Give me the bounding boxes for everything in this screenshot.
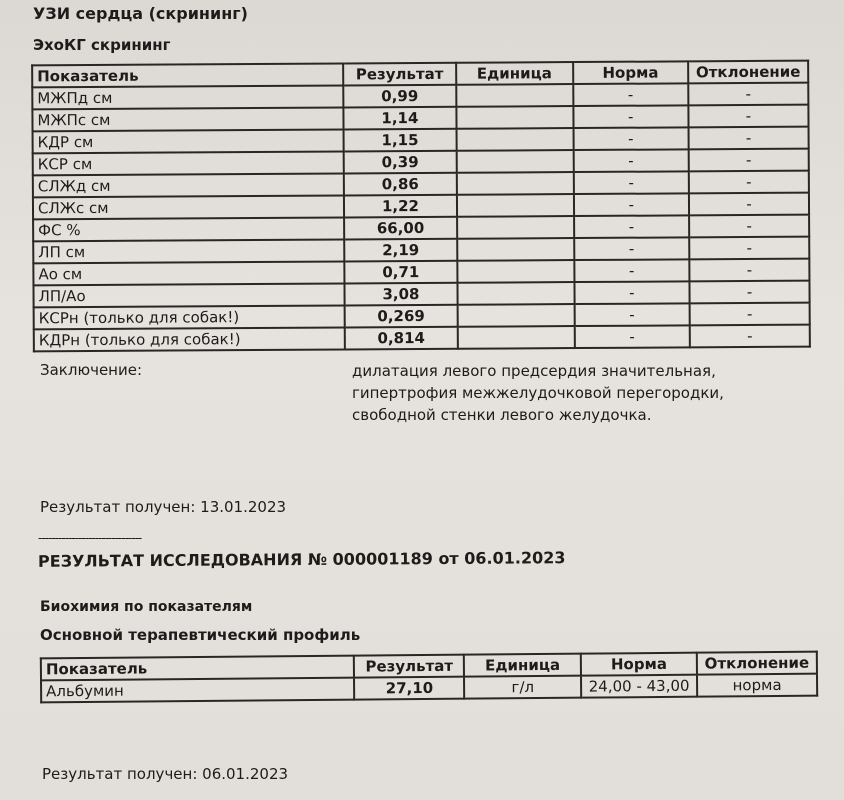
conclusion-line: гипертрофия межжелудочковой перегородки,	[352, 384, 724, 402]
indicator-cell: КСР см	[33, 151, 344, 175]
deviation-cell: -	[689, 259, 809, 282]
norm-cell: -	[574, 237, 690, 260]
column-header: Результат	[343, 63, 456, 86]
conclusion-line: дилатация левого предсердия значительная,	[352, 362, 716, 380]
norm-cell: -	[573, 105, 689, 128]
column-header: Единица	[464, 654, 581, 677]
indicator-cell: КДР см	[33, 129, 344, 153]
biochem-section-title: Основной терапевтический профиль	[40, 626, 361, 644]
table-row	[34, 325, 810, 352]
deviation-cell: -	[690, 303, 810, 326]
unit-cell	[457, 172, 574, 195]
norm-cell: -	[574, 215, 690, 238]
column-header: Отклонение	[688, 61, 808, 84]
separator: -------------------------------	[38, 531, 142, 545]
indicator-cell: Альбумин	[41, 678, 355, 703]
echo-result-received: Результат получен: 13.01.2023	[40, 498, 287, 516]
deviation-cell: -	[689, 281, 809, 304]
result-cell: 1,22	[344, 195, 457, 218]
result-cell: 0,269	[345, 305, 458, 328]
unit-cell	[457, 194, 574, 217]
indicator-cell: КСРн (только для собак!)	[34, 305, 345, 329]
norm-cell: -	[574, 281, 690, 304]
result-cell: 0,814	[345, 327, 458, 350]
column-header: Отклонение	[697, 652, 817, 675]
unit-cell	[458, 326, 575, 349]
deviation-cell: -	[690, 325, 810, 348]
unit-cell	[457, 282, 574, 305]
indicator-cell: ЛП/Ао	[33, 283, 344, 307]
deviation-cell: -	[689, 193, 809, 216]
indicator-cell: СЛЖд см	[33, 173, 344, 197]
conclusion-text	[352, 360, 724, 426]
deviation-cell: -	[688, 83, 808, 106]
unit-cell	[457, 150, 574, 173]
indicator-cell: ФС %	[33, 217, 344, 241]
norm-cell: 24,00 - 43,00	[581, 675, 697, 698]
deviation-cell: норма	[697, 674, 817, 697]
unit-cell	[457, 216, 574, 239]
unit-cell	[457, 238, 574, 261]
norm-cell: -	[574, 325, 690, 348]
unit-cell	[456, 106, 573, 129]
result-cell: 3,08	[344, 283, 457, 306]
indicator-cell: СЛЖс см	[33, 195, 344, 219]
conclusion-label: Заключение:	[40, 361, 143, 379]
result-cell: 1,15	[344, 129, 457, 152]
norm-cell: -	[573, 127, 689, 150]
result-cell: 0,86	[344, 173, 457, 196]
biochem-result-received: Результат получен: 06.01.2023	[42, 765, 289, 783]
unit-cell	[457, 304, 574, 327]
norm-cell: -	[573, 83, 689, 106]
column-header: Результат	[354, 655, 464, 678]
norm-cell: -	[573, 193, 689, 216]
result-cell: 66,00	[344, 217, 457, 240]
result-cell: 0,99	[343, 85, 456, 108]
conclusion-line: свободной стенки левого желудочка.	[352, 406, 652, 424]
deviation-cell: -	[689, 171, 809, 194]
indicator-cell: КДРн (только для собак!)	[34, 327, 345, 351]
unit-cell	[456, 84, 573, 107]
deviation-cell: -	[688, 105, 808, 128]
page-title: УЗИ сердца (скрининг)	[33, 4, 248, 23]
deviation-cell: -	[689, 149, 809, 172]
column-header: Единица	[456, 62, 573, 85]
study-title: РЕЗУЛЬТАТ ИССЛЕДОВАНИЯ № 000001189 от 06.01.2023	[37, 548, 566, 571]
biochem-table	[40, 651, 818, 704]
echo-table	[31, 60, 811, 353]
norm-cell: -	[574, 303, 690, 326]
biochem-title: Биохимия по показателям	[40, 599, 253, 615]
result-cell: 27,10	[354, 677, 464, 700]
norm-cell: -	[573, 171, 689, 194]
norm-cell: -	[574, 259, 690, 282]
column-header: Показатель	[41, 656, 355, 681]
norm-cell: -	[573, 149, 689, 172]
column-header: Показатель	[32, 63, 343, 87]
column-header: Норма	[581, 653, 697, 676]
unit-cell: г/л	[464, 676, 581, 699]
indicator-cell: Ао см	[33, 261, 344, 285]
unit-cell	[457, 260, 574, 283]
unit-cell	[456, 128, 573, 151]
deviation-cell: -	[689, 127, 809, 150]
deviation-cell: -	[689, 237, 809, 260]
indicator-cell: ЛП см	[33, 239, 344, 263]
echo-section-title: ЭхоКГ скрининг	[33, 36, 171, 54]
indicator-cell: МЖПд см	[32, 85, 343, 109]
column-header: Норма	[573, 61, 689, 84]
result-cell: 0,71	[344, 261, 457, 284]
result-cell: 1,14	[343, 107, 456, 130]
deviation-cell: -	[689, 215, 809, 238]
result-cell: 2,19	[344, 239, 457, 262]
result-cell: 0,39	[344, 151, 457, 174]
indicator-cell: МЖПс см	[32, 107, 343, 131]
